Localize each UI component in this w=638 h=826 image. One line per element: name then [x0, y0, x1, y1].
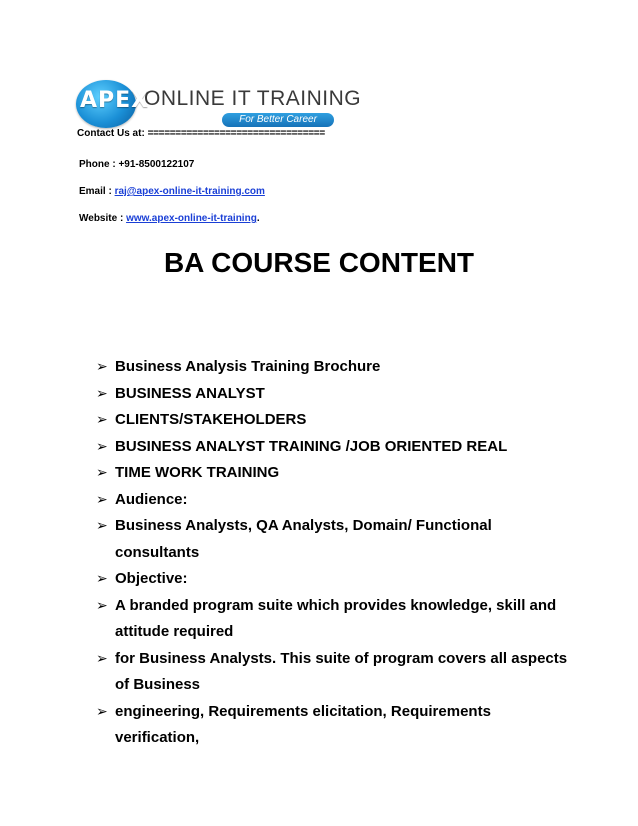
list-item: [96, 487, 576, 514]
arrow-bullet-icon: ➢: [96, 597, 108, 614]
list-item: [96, 434, 576, 461]
list-item-text: CLIENTS/STAKEHOLDERS: [115, 411, 307, 428]
list-item: [96, 513, 576, 566]
page-title: BA COURSE CONTENT: [163, 247, 475, 278]
list-item: [96, 699, 576, 752]
arrow-bullet-icon: ➢: [96, 491, 108, 508]
list-item: [96, 354, 576, 381]
arrow-bullet-icon: ➢: [96, 359, 108, 375]
website-label: Website :: [79, 213, 124, 224]
arrow-bullet-icon: ➢: [96, 571, 108, 587]
arrow-bullet-icon: ➢: [96, 518, 108, 534]
arrow-bullet-icon: ➢: [96, 412, 108, 428]
list-item: [96, 407, 576, 434]
logo-name: ONLINE IT TRAINING: [144, 87, 362, 110]
logo-brand: APEX: [80, 88, 150, 113]
arrow-bullet-icon: ➢: [96, 465, 108, 481]
list-item-text: for Business Analysts. This suite of program covers all aspects of Business: [115, 649, 568, 693]
email-line: [79, 186, 265, 197]
email-label: Email :: [79, 186, 112, 197]
website-line: [79, 213, 260, 224]
arrow-bullet-icon: ➢: [96, 438, 108, 455]
email-link[interactable]: raj@apex-online-it-training.com: [114, 186, 265, 197]
arrow-bullet-icon: ➢: [96, 385, 108, 402]
list-item: [96, 593, 576, 646]
arrow-bullet-icon: ➢: [96, 650, 108, 667]
list-item: [96, 646, 576, 699]
website-link[interactable]: www.apex-online-it-training: [126, 213, 257, 224]
company-logo: [76, 78, 362, 130]
list-item-text: Audience:: [115, 490, 188, 508]
list-item-text: TIME WORK TRAINING: [115, 464, 280, 481]
list-item-text: BUSINESS ANALYST: [115, 384, 265, 402]
list-item-text: engineering, Requirements elicitation, Requirements verification,: [115, 702, 491, 746]
phone-label: Phone :: [79, 159, 116, 170]
contact-heading: [77, 128, 325, 139]
contact-separator: ================================: [147, 128, 325, 139]
list-item-text: Business Analysis Training Brochure: [115, 358, 381, 375]
phone-line: [79, 159, 194, 170]
website-suffix: .: [256, 213, 260, 224]
list-item-text: BUSINESS ANALYST TRAINING /JOB ORIENTED REAL: [115, 437, 508, 455]
list-item: [96, 381, 576, 408]
phone-value: +91-8500122107: [118, 159, 195, 170]
list-item-text: Business Analysts, QA Analysts, Domain/ Functional consultants: [115, 517, 492, 561]
contact-label: Contact Us at:: [77, 128, 145, 139]
list-item-text: Objective:: [115, 570, 188, 587]
arrow-bullet-icon: ➢: [96, 703, 108, 720]
logo-tagline: For Better Career: [222, 113, 334, 127]
list-item: [96, 566, 576, 593]
list-item: [96, 460, 576, 487]
course-content-list: [96, 354, 576, 752]
list-item-text: A branded program suite which provides knowledge, skill and attitude required: [115, 596, 557, 640]
